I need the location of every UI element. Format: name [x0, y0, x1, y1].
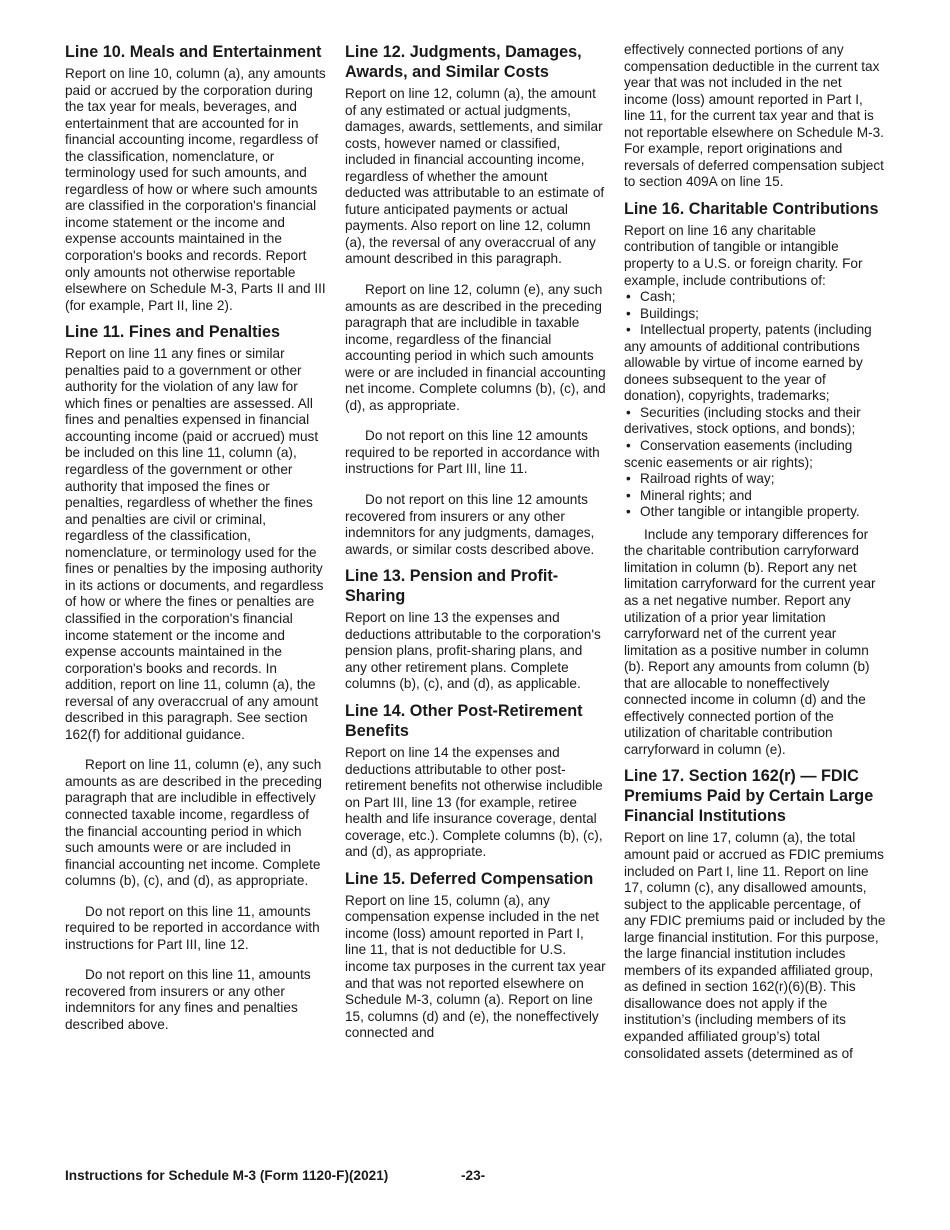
list-item: • Buildings; — [624, 306, 886, 323]
line14-paragraph-1: Report on line 14 the expenses and deductions attributable to other post-retirement benefits not otherwise includible on Part III, line 13 (for example, retiree health and life insurance coverage, dental coverage, etc.). Complete columns (b), (c), and (d), as appropriate. — [345, 744, 603, 860]
line16-heading: Line 16. Charitable Contributions — [624, 199, 879, 218]
line12-paragraph-3: Do not report on this line 12 amounts required to be reported in accordance with instructions for Part III, line 11. — [345, 428, 600, 477]
list-item: • Cash; — [624, 289, 886, 306]
list-item: • Other tangible or intangible property. — [624, 504, 886, 521]
line15-paragraph-1: Report on line 15, column (a), any compensation expense included in the net income (loss) amount reported in Part I, line 11, that is not deductible for U.S. income tax purposes in the current tax year and that was not reported elsewhere on Schedule M-3, column (a). Report on line 15, columns (d) and (e), the noneffectively connected and — [345, 892, 606, 1041]
line16-paragraph-2: Include any temporary differences for the charitable contribution carryforward limitation in column (b). Report any net limitation carryforward for the current year as a net negative number. Report any utilization of a prior year limitation carryforward net of the current year limitation as a positive number in column (b). Report any amounts from column (b) that are allocable to noneffectively connected income in column (d) and the effectively connected portion of the utilization of charitable contribution carryforward in column (e). — [624, 526, 876, 757]
line16-paragraph-1: Report on line 16 any charitable contribution of tangible or intangible property to a U.S. or foreign charity. For example, include contributions of: — [624, 222, 863, 288]
contribution-list — [624, 289, 886, 521]
column-3 — [624, 42, 886, 1070]
line11-heading: Line 11. Fines and Penalties — [65, 323, 281, 342]
page-number: -23- — [461, 1168, 486, 1183]
line15-continuation: effectively connected portions of any compensation deductible in the current tax year that was not included in the net income (loss) amount reported in Part I, line 11, for the current tax year and that is not reportable elsewhere on Schedule M-3. For example, report originations and reversals of deferred compensation subject to section 409A on line 15. — [624, 42, 884, 190]
line12-paragraph-4: Do not report on this line 12 amounts recovered from insurers or any other indemnitors for any judgments, damages, awards, or similar costs described above. — [345, 492, 595, 557]
line11-paragraph-1: Report on line 11 any fines or similar penalties paid to a government or other authority for the violation of any law for which fines or penalties are assessed. All fines and penalties expensed in financial accounting income (paid or accrued) must be included on this line 11, column (a), regardless of the government or other authority that imposed the fines or penalties, regardless of whether the fines and penalties are civil or criminal, regardless of the classification, nomenclature, or terminology used for the fines or penalties by the imposing authority in its actions or documents, and regardless of how or where the fines or penalties are classified in the corporation's financial income statement or the income and expense accounts maintained in the corporation's books and records. In addition, report on line 11, column (a), the reversal of any overaccrual of any amount described in this paragraph. See section 162(f) for additional guidance. — [65, 346, 324, 742]
line15-heading: Line 15. Deferred Compensation — [345, 869, 594, 888]
line14-heading: Line 14. Other Post-Retirement Benefits — [345, 701, 583, 740]
column-1 — [65, 42, 327, 1042]
column-2 — [345, 42, 607, 1050]
line12-heading: Line 12. Judgments, Damages, Awards, and Similar Costs — [345, 43, 582, 81]
list-item: • Securities (including stocks and their derivatives, stock options, and bonds); — [624, 405, 886, 438]
line12-paragraph-2: Report on line 12, column (e), any such amounts as are described in the preceding paragraph that are includible in taxable income, regardless of the financial accounting period in which such amounts were or are included in financial accounting net income. Complete columns (b), (c), and (d), as appropriate. — [345, 282, 606, 413]
line11-paragraph-2: Report on line 11, column (e), any such amounts as are described in the preceding paragraph that are includible in effectively connected taxable income, regardless of the financial accounting period in which such amounts were or are included in financial accounting net income. Complete columns (b), (c), and (d), as appropriate. — [65, 757, 322, 889]
line17-paragraph-1: Report on line 17, column (a), the total amount paid or accrued as FDIC premiums included on Part I, line 11. Report on line 17, column (c), any disallowed amounts, subject to the applicable percentage, of any FDIC premiums paid or included by the large financial institution. For this purpose, the large financial institution includes members of its expanded affiliated group, as defined in section 162(r)(6)(B). This disallowance does not apply if the institution’s (including members of its expanded affiliated group’s) total consolidated assets (determined as of — [624, 830, 886, 1061]
line10-heading: Line 10. Meals and Entertainment — [65, 43, 322, 61]
form-title: Instructions for Schedule M-3 (Form 1120-F)(2021) — [65, 1168, 389, 1183]
list-item: • Intellectual property, patents (including any amounts of additional contributions allowable by virtue of income earned by donees subsequent to the year of donation), copyrights, trademarks; — [624, 322, 886, 405]
list-item: • Mineral rights; and — [624, 488, 886, 505]
list-item: • Railroad rights of way; — [624, 471, 886, 488]
line11-paragraph-3: Do not report on this line 11, amounts required to be reported in accordance with instructions for Part III, line 12. — [65, 903, 320, 952]
line17-heading: Line 17. Section 162(r) — FDIC Premiums Paid by Certain Large Financial Institutions — [624, 767, 874, 826]
line11-paragraph-4: Do not report on this line 11, amounts recovered from insurers or any other indemnitors for any fines and penalties described above. — [65, 967, 311, 1032]
line13-paragraph-1: Report on line 13 the expenses and deductions attributable to the corporation's pension plans, profit-sharing plans, and any other retirement plans. Complete columns (b), (c), and (d), as applicable. — [345, 610, 601, 692]
line10-paragraph-1: Report on line 10, column (a), any amounts paid or accrued by the corporation during the tax year for meals, beverages, and entertainment that are accounted for in financial accounting income, regardless of the classification, nomenclature, or terminology used for such amounts, and regardless of how or where such amounts are classified in the corporation's financial income statement or the income and expense accounts maintained in the corporation's books and records. Report only amounts not otherwise reportable elsewhere on Schedule M-3, Parts II and III (for example, Part II, line 2). — [65, 66, 326, 313]
list-item: • Conservation easements (including scenic easements or air rights); — [624, 438, 886, 471]
line13-heading: Line 13. Pension and Profit-Sharing — [345, 567, 559, 606]
line12-paragraph-1: Report on line 12, column (a), the amount of any estimated or actual judgments, damages, awards, settlements, and similar costs, however named or classified, included in financial accounting income, regardless of whether the amount deducted was attributable to an estimate of future anticipated payments or actual payments. Also report on line 12, column (a), the reversal of any overaccrual of any amount described in this paragraph. — [345, 86, 605, 267]
